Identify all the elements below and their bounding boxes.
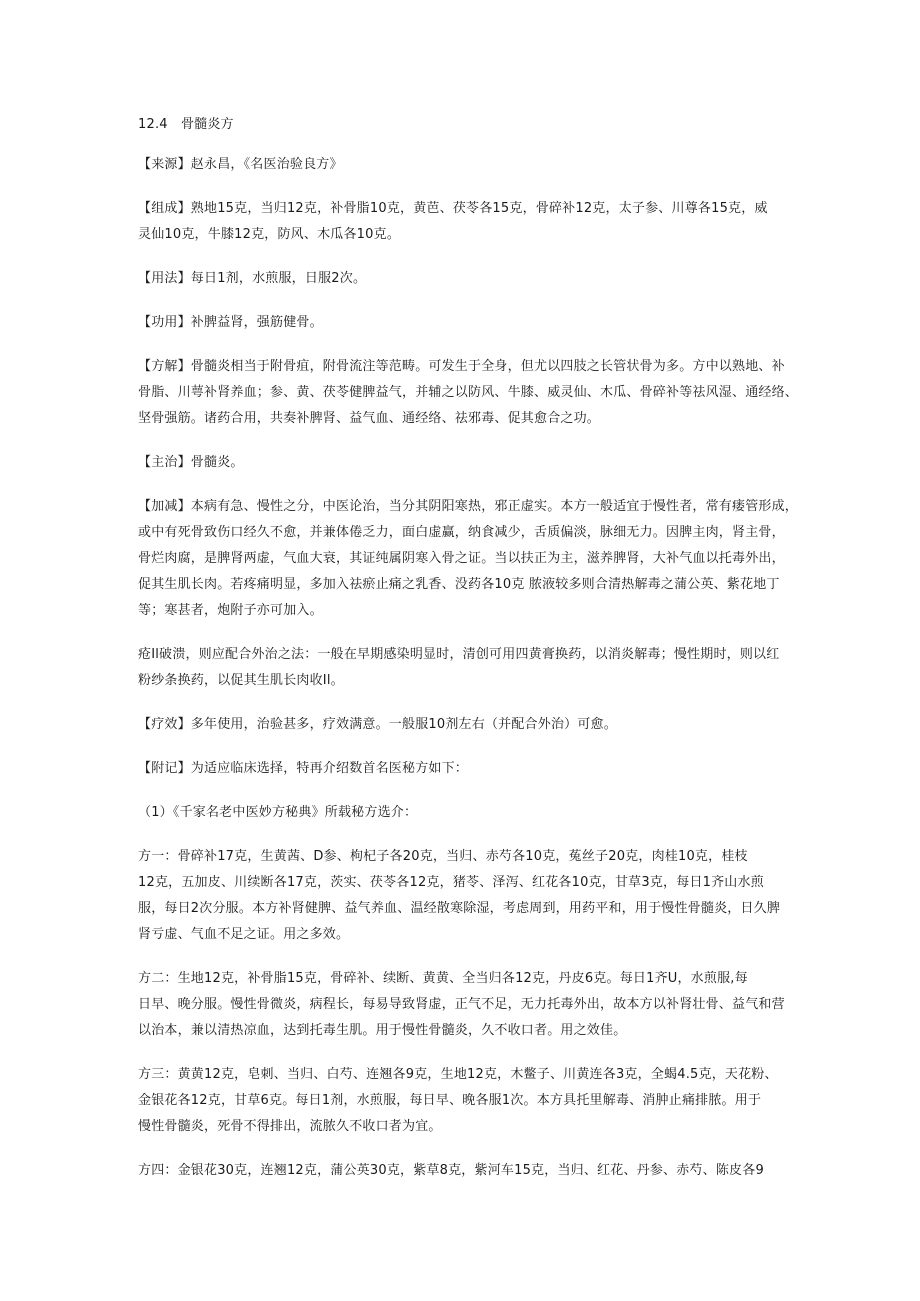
paragraph-explanation: 【方解】骨髓炎相当于附骨疽，附骨流注等范畴。可发生于全身，但尤以四肢之长管状骨为多。方中以熟地、补 骨脂、川萼补肾养血；参、黄、茯苓健脾益气，并辅之以防风、牛膝、威灵仙、木瓜、骨碎补等祛风湿、通经络、 坚骨强筋。诸药合用，共奏补脾肾、益气血、通经络、祛邪毒、促其愈合之功。	[138, 359, 799, 426]
paragraph-external-treatment: 疮Il破溃，则应配合外治之法：一般在早期感染明显时，清创可用四黄膏换药，以消炎解毒；慢性期时，则以红 粉纱条换药，以促其生肌长肉收Il。	[138, 647, 780, 688]
paragraph-formula-4: 方四：金银花30克，连翘12克，蒲公英30克，紫草8克，紫河车15克，当归、红花、丹参、赤芍、陈皮各9	[138, 1163, 764, 1178]
paragraph-usage: 【用法】每日1剂，水煎服，日服2次。	[138, 271, 367, 286]
paragraph-formula-2: 方二：生地12克，补骨脂15克，骨碎补、续断、黄黄、全当归各12克，丹皮6克。每日1齐U，水煎服,每 日早、晚分服。慢性骨微炎，病程长，每易导致肾虚，正气不足，无力托毒外出，故本方以补肾壮骨、益气和营 以治本，兼以清热凉血，达到托毒生肌。用于慢性骨髓炎，久不收口者。用之效佳。	[138, 971, 785, 1038]
paragraph-formula-3: 方三：黄黄12克，皂刺、当归、白芍、连翘各9克，生地12克，木鳖子、川黄连各3克，全蝎4.5克，天花粉、 金银花各12克，甘草6克。每日1剂，水煎服，每日早、晚各服1次。本方具托里解毒、消肿止痛排脓。用于 慢性骨髓炎，死骨不得排出，流脓久不收口者为宜。	[138, 1067, 778, 1134]
section-title: 12.4 骨髓炎方	[138, 117, 234, 132]
paragraph-composition: 【组成】熟地15克，当归12克，补骨脂10克，黄芭、茯苓各15克，骨碎补12克，太子参、川尊各15克，威 灵仙10克，牛膝12克，防风、木瓜各10克。	[138, 201, 768, 242]
document-page	[138, 112, 806, 1202]
paragraph-modification: 【加减】本病有急、慢性之分，中医论治，当分其阴阳寒热，邪正虚实。本方一般适宜于慢性者，常有瘘管形成， 或中有死骨致伤口经久不愈，并兼体倦乏力，面白虚赢，纳食减少，舌质偏淡，脉细无力。因脾主肉，肾主骨， 骨烂肉腐，是脾肾两虚，气血大衰，其证纯属阴寒入骨之证。当以扶正为主，滋养脾肾，大补气血以托毒外出， 促其生肌长肉。若疼痛明显，多加入祛瘀止痛之乳香、没药各10克 脓液较多则合清热解毒之蒲公英、紫花地丁 等；寒甚者，炮附子亦可加入。	[138, 499, 799, 618]
paragraph-efficacy: 【疗效】多年使用，治验甚多，疗效满意。一般服10剂左右（并配合外治）可愈。	[138, 717, 617, 732]
paragraph-function: 【功用】补脾益肾，强筋健骨。	[138, 315, 323, 330]
paragraph-source-list: （1）《千家名老中医妙方秘典》所载秘方选介：	[138, 805, 418, 820]
paragraph-appendix: 【附记】为适应临床选择，特再介绍数首名医秘方如下：	[138, 761, 469, 776]
paragraph-source: 【来源】赵永昌，《名医治验良方》	[138, 157, 343, 172]
paragraph-indication: 【主治】骨髓炎。	[138, 455, 244, 470]
paragraph-formula-1: 方一：骨碎补17克，生黄茜、D参、枸杞子各20克，当归、赤芍各10克，菟丝子20克，肉桂10克，桂枝 12克，五加皮、川续断各17克，茨实、茯苓各12克，猪苓、泽泻、红花各10克，甘草3克，每日1齐山水煎 服，每日2次分服。本方补肾健脾、益气养血、温经散寒除湿，考虑周到，用药平和，用于慢性骨髓炎，日久脾 肾亏虚、气血不足之证。用之多效。	[138, 849, 781, 942]
